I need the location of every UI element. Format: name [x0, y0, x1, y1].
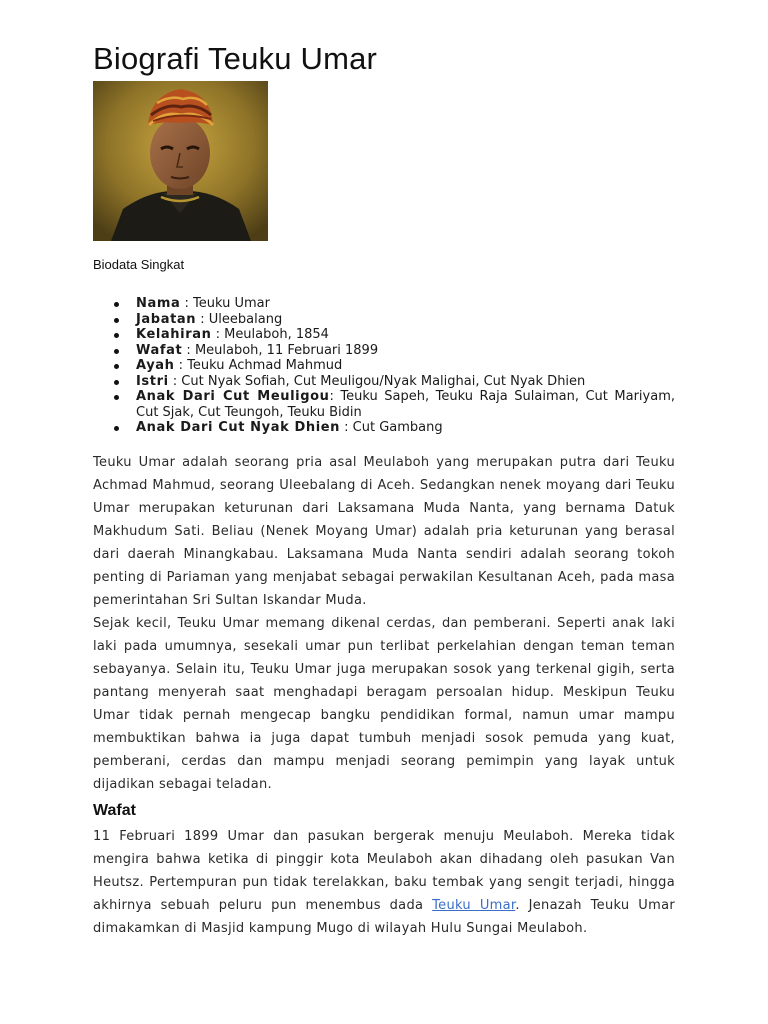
biodata-list — [93, 296, 675, 436]
document-page — [93, 40, 675, 940]
item-value: : Cut Nyak Sofiah, Cut Meuligou/Nyak Malighai, Cut Nyak Dhien — [168, 373, 586, 389]
list-item — [93, 358, 675, 374]
item-label: Anak Dari Cut Meuligou — [136, 389, 330, 405]
item-value: : Uleebalang — [196, 311, 283, 327]
portrait-image — [93, 81, 268, 241]
paragraph-death — [93, 825, 675, 940]
item-value: : Teuku Achmad Mahmud — [174, 358, 343, 374]
paragraph-text: 11 Februari 1899 Umar dan pasukan bergerak menuju Meulaboh. Mereka tidak mengira bahwa ketika di pinggir kota Meulaboh akan dihadang oleh pasukan Van Heutsz. Pertempuran pun tidak terelakkan, baku tembak yang sengit terjadi, hingga akhirnya sebuah peluru pun menembus dada — [93, 828, 675, 913]
page-title: Biografi Teuku Umar — [93, 41, 378, 76]
item-value: : Teuku Umar — [180, 296, 270, 312]
teuku-umar-link[interactable]: Teuku Umar — [432, 897, 516, 913]
item-label: Kelahiran — [136, 327, 212, 343]
item-label: Wafat — [136, 342, 183, 358]
item-label: Nama — [136, 296, 181, 312]
item-value: : Meulaboh, 11 Februari 1899 — [182, 342, 379, 358]
list-item — [93, 374, 675, 390]
item-label: Ayah — [136, 358, 175, 374]
list-item — [93, 389, 675, 420]
list-item — [93, 296, 675, 312]
list-item — [93, 343, 675, 359]
item-value: : Cut Gambang — [340, 420, 443, 436]
paragraph-text: . Jenazah Teuku Umar dimakamkan di Masjid kampung Mugo di wilayah Hulu Sungai Meulaboh. — [93, 897, 675, 936]
list-item — [93, 420, 675, 436]
item-label: Istri — [136, 373, 169, 389]
list-item — [93, 312, 675, 328]
item-value: : Meulaboh, 1854 — [211, 327, 329, 343]
paragraph-childhood: Sejak kecil, Teuku Umar memang dikenal cerdas, dan pemberani. Seperti anak laki laki pada umumnya, sesekali umar pun terlibat perkelahian dengan teman teman sebayanya. Selain itu, Teuku Umar juga merupakan sosok yang terkenal gigih, serta pantang menyerah saat menghadapi beragam persoalan hidup. Meskipun Teuku Umar tidak pernah mengecap bangku pendidikan formal, namun umar mampu membuktikan bahwa ia juga dapat tumbuh menjadi sosok pemuda yang kuat, pemberani, cerdas dan mampu menjadi seorang pemimpin yang layak untuk dijadikan sebagai teladan. — [93, 615, 675, 792]
item-value: : Teuku Sapeh, Teuku Raja Sulaiman, Cut Mariyam, Cut Sjak, Cut Teungoh, Teuku Bidin — [136, 389, 675, 420]
list-item — [93, 327, 675, 343]
biodata-heading: Biodata Singkat — [93, 257, 185, 273]
paragraph-intro: Teuku Umar adalah seorang pria asal Meulaboh yang merupakan putra dari Teuku Achmad Mahmud, seorang Uleebalang di Aceh. Sedangkan nenek moyang dari Teuku Umar merupakan keturunan dari Laksamana Muda Nanta, yang bernama Datuk Makhudum Sati. Beliau (Nenek Moyang Umar) adalah pria keturunan yang berasal dari daerah Minangkabau. Laksamana Muda Nanta sendiri adalah seorang tokoh penting di Pariaman yang menjabat sebagai perwakilan Kesultanan Aceh, pada masa pemerintahan Sri Sultan Iskandar Muda. — [93, 454, 675, 608]
section-heading-wafat: Wafat — [93, 801, 136, 819]
item-label: Anak Dari Cut Nyak Dhien — [136, 420, 341, 436]
item-label: Jabatan — [136, 311, 197, 327]
